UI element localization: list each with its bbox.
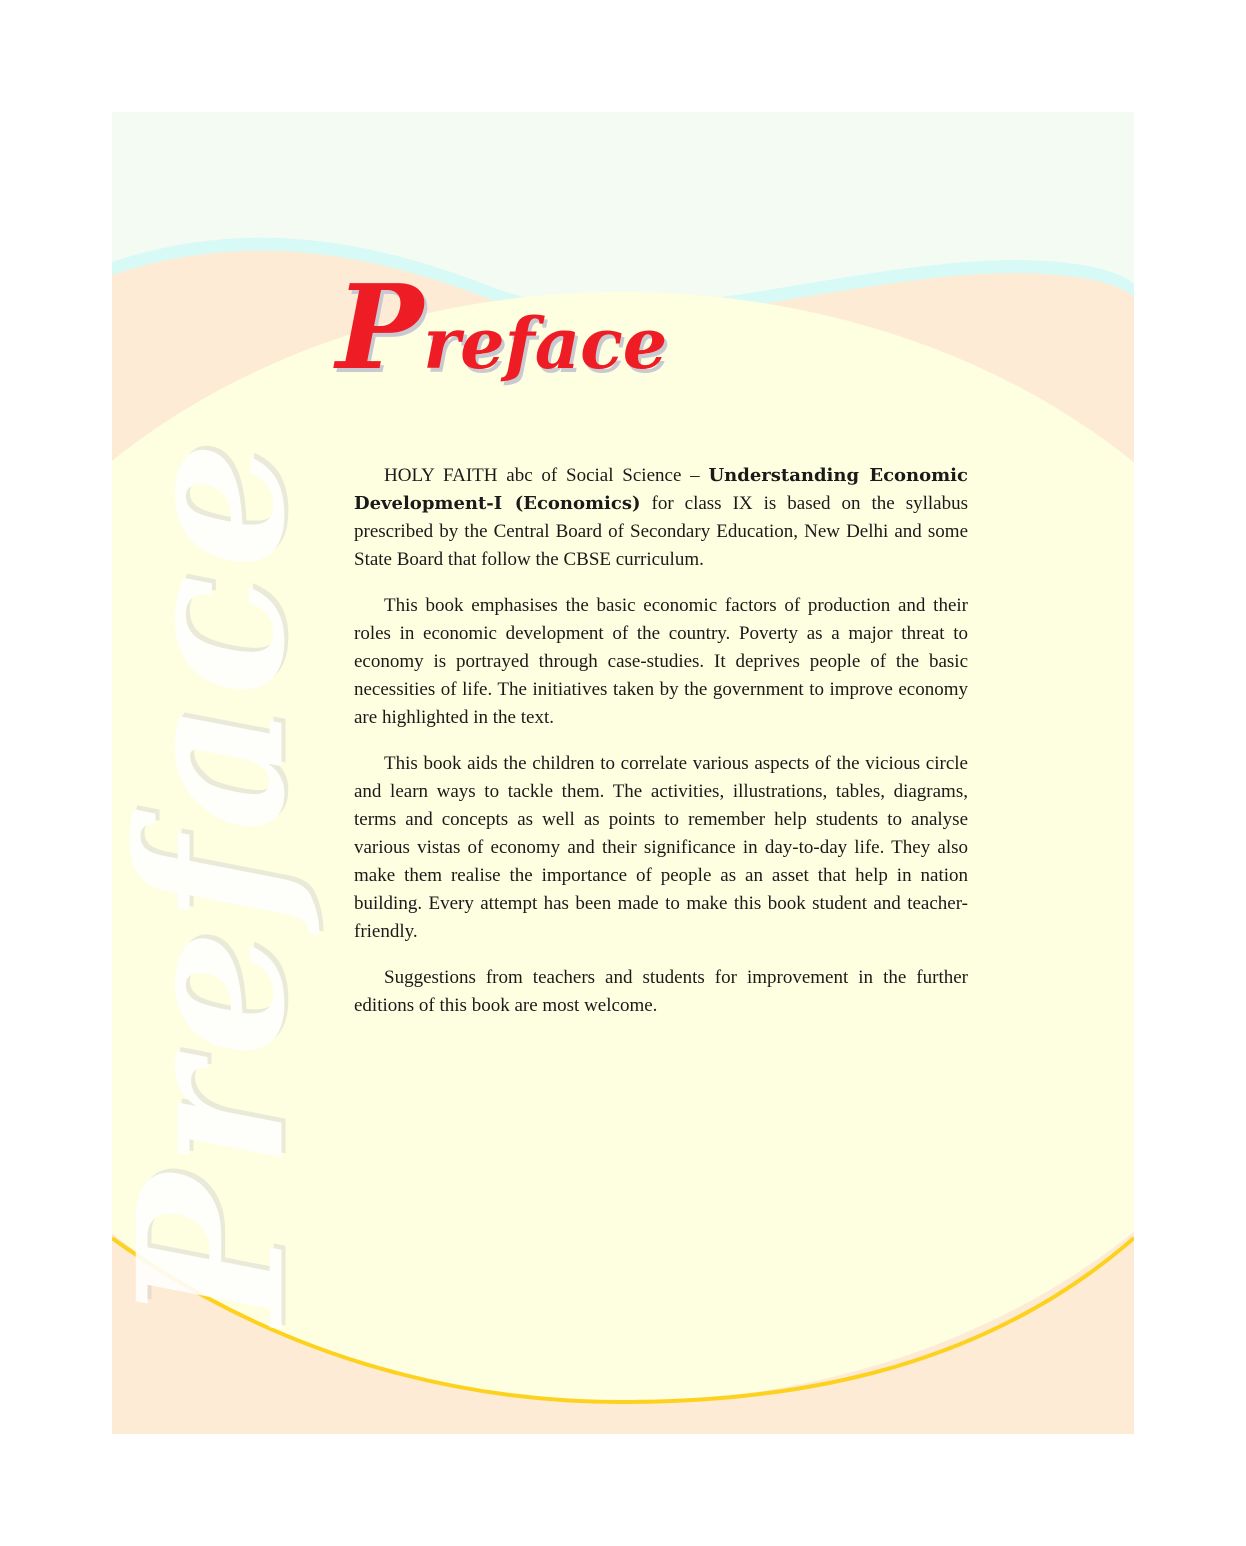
paragraph-3: This book aids the children to correlate various aspects of the vicious circle and learn ways to tackle them. The activities, illustrations, tables, diagrams, terms and concepts as well as points to remember help students to analyse various vistas of economy and their significance in day-to-day life. They also make them realise the importance of people as an asset that help in nation building. Every attempt has been made to make this book student and teacher-friendly.	[354, 753, 968, 942]
paragraph-1	[354, 462, 968, 574]
watermark-text: Preface	[94, 435, 330, 1325]
title-rest: reface	[423, 302, 668, 385]
preface-body	[354, 462, 968, 1038]
paragraph-1-intro: HOLY FAITH abc of Social Science –	[384, 465, 709, 486]
paragraph-4: Suggestions from teachers and students for improvement in the further editions of this book are most welcome.	[354, 967, 968, 1016]
title-initial: P	[336, 260, 424, 396]
paragraph-2: This book emphasises the basic economic factors of production and their roles in economic development of the country. Poverty as a major threat to economy is portrayed through case-studies. It deprives people of the basic necessities of life. The initiatives taken by the government to improve economy are highlighted in the text.	[354, 595, 968, 728]
paragraph-1-book-title: Understanding Economic Development-I (Economics)	[354, 465, 968, 514]
page-title	[336, 260, 668, 396]
paragraph-1-outro: for class IX is based on the syllabus prescribed by the Central Board of Secondary Education, New Delhi and some State Board that follow the CBSE curriculum.	[354, 493, 969, 570]
